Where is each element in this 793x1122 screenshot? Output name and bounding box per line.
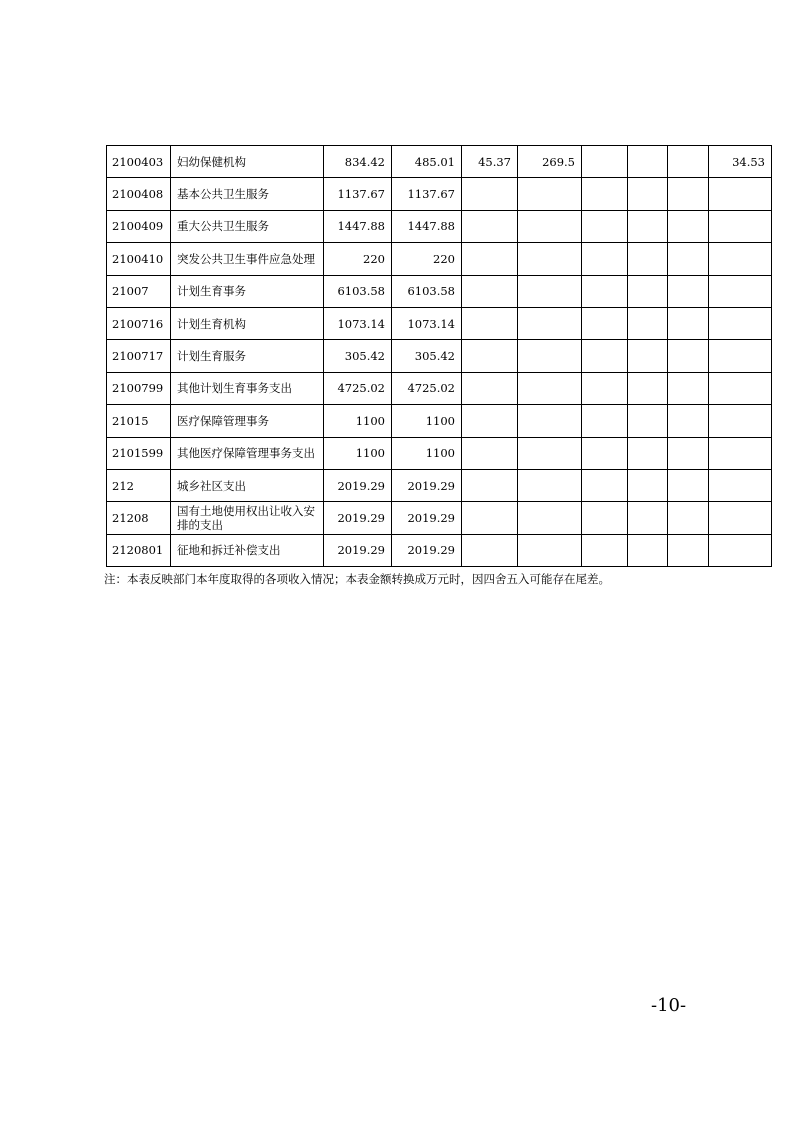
cell-code: 21208 [107,502,171,534]
page-number: -10- [651,995,687,1016]
cell-code: 21015 [107,405,171,437]
cell-col2: 2019.29 [392,469,462,501]
table-row [107,146,772,178]
cell-col3 [462,437,518,469]
cell-col7 [668,210,709,242]
cell-col2: 305.42 [392,340,462,372]
cell-col8 [709,405,772,437]
cell-code: 2100409 [107,210,171,242]
cell-col3 [462,372,518,404]
cell-col3 [462,469,518,501]
cell-col5 [582,372,628,404]
cell-col6 [628,275,668,307]
table-body [107,146,772,567]
cell-code: 212 [107,469,171,501]
cell-col3 [462,178,518,210]
cell-col4 [518,437,582,469]
cell-name: 征地和拆迁补偿支出 [171,534,324,566]
cell-col8 [709,210,772,242]
cell-col2: 6103.58 [392,275,462,307]
cell-name: 医疗保障管理事务 [171,405,324,437]
cell-col2: 1100 [392,437,462,469]
table-note: 注：本表反映部门本年度取得的各项收入情况；本表金额转换成万元时，因四舍五入可能存在尾差。 [104,572,610,586]
cell-col8: 34.53 [709,146,772,178]
cell-code: 2101599 [107,437,171,469]
cell-name: 计划生育服务 [171,340,324,372]
cell-col2: 1073.14 [392,307,462,339]
cell-name: 计划生育事务 [171,275,324,307]
cell-col8 [709,178,772,210]
cell-col3 [462,405,518,437]
cell-total: 1447.88 [324,210,392,242]
income-table [106,145,772,567]
cell-col2: 1447.88 [392,210,462,242]
cell-name: 其他医疗保障管理事务支出 [171,437,324,469]
cell-name: 重大公共卫生服务 [171,210,324,242]
cell-col7 [668,372,709,404]
cell-total: 1100 [324,437,392,469]
cell-name: 其他计划生育事务支出 [171,372,324,404]
table-row [107,437,772,469]
cell-col4 [518,340,582,372]
cell-total: 2019.29 [324,502,392,534]
cell-col8 [709,340,772,372]
cell-col3 [462,307,518,339]
cell-col5 [582,146,628,178]
cell-col6 [628,502,668,534]
cell-name: 国有土地使用权出让收入安排的支出 [171,502,324,534]
cell-col6 [628,534,668,566]
cell-col2: 485.01 [392,146,462,178]
table-row [107,534,772,566]
cell-col7 [668,502,709,534]
table-row [107,210,772,242]
table-row [107,405,772,437]
cell-col3 [462,340,518,372]
cell-col2: 4725.02 [392,372,462,404]
cell-col6 [628,340,668,372]
cell-col8 [709,275,772,307]
cell-col3 [462,243,518,275]
cell-col4 [518,210,582,242]
cell-col7 [668,307,709,339]
cell-col7 [668,178,709,210]
cell-col5 [582,534,628,566]
cell-col3 [462,210,518,242]
cell-code: 21007 [107,275,171,307]
cell-col6 [628,210,668,242]
cell-name: 基本公共卫生服务 [171,178,324,210]
cell-col4 [518,275,582,307]
cell-col5 [582,437,628,469]
cell-col6 [628,405,668,437]
cell-code: 2100717 [107,340,171,372]
cell-code: 2120801 [107,534,171,566]
cell-col2: 1100 [392,405,462,437]
cell-col7 [668,437,709,469]
cell-col7 [668,146,709,178]
table-row [107,243,772,275]
cell-col5 [582,502,628,534]
cell-total: 1100 [324,405,392,437]
cell-col5 [582,307,628,339]
cell-total: 834.42 [324,146,392,178]
cell-col2: 2019.29 [392,502,462,534]
cell-col5 [582,469,628,501]
cell-name: 城乡社区支出 [171,469,324,501]
cell-col7 [668,534,709,566]
cell-col7 [668,469,709,501]
cell-col8 [709,469,772,501]
cell-col8 [709,534,772,566]
cell-col5 [582,210,628,242]
cell-total: 220 [324,243,392,275]
cell-col2: 2019.29 [392,534,462,566]
cell-code: 2100410 [107,243,171,275]
table-row [107,340,772,372]
cell-col4 [518,178,582,210]
cell-total: 6103.58 [324,275,392,307]
cell-col5 [582,340,628,372]
table-row [107,307,772,339]
table-row [107,178,772,210]
cell-total: 2019.29 [324,534,392,566]
table-row [107,275,772,307]
cell-col5 [582,178,628,210]
cell-col3 [462,275,518,307]
cell-col7 [668,275,709,307]
cell-col6 [628,146,668,178]
cell-col8 [709,502,772,534]
cell-code: 2100716 [107,307,171,339]
cell-col6 [628,178,668,210]
cell-code: 2100403 [107,146,171,178]
cell-col2: 1137.67 [392,178,462,210]
cell-col7 [668,243,709,275]
cell-col6 [628,437,668,469]
cell-total: 305.42 [324,340,392,372]
cell-col3 [462,534,518,566]
cell-total: 4725.02 [324,372,392,404]
cell-col8 [709,307,772,339]
cell-col3: 45.37 [462,146,518,178]
cell-col8 [709,437,772,469]
cell-col8 [709,243,772,275]
cell-col5 [582,405,628,437]
cell-col4 [518,372,582,404]
cell-col4 [518,469,582,501]
cell-col7 [668,405,709,437]
cell-col2: 220 [392,243,462,275]
cell-col5 [582,275,628,307]
cell-col6 [628,307,668,339]
table-row [107,469,772,501]
table-row [107,502,772,534]
cell-col6 [628,469,668,501]
cell-col6 [628,372,668,404]
cell-col4 [518,534,582,566]
cell-col6 [628,243,668,275]
cell-code: 2100799 [107,372,171,404]
cell-col4: 269.5 [518,146,582,178]
cell-code: 2100408 [107,178,171,210]
cell-col4 [518,502,582,534]
cell-col4 [518,307,582,339]
cell-col4 [518,243,582,275]
cell-col3 [462,502,518,534]
cell-total: 2019.29 [324,469,392,501]
cell-name: 妇幼保健机构 [171,146,324,178]
table-row [107,372,772,404]
cell-name: 计划生育机构 [171,307,324,339]
cell-total: 1073.14 [324,307,392,339]
cell-col7 [668,340,709,372]
cell-col8 [709,372,772,404]
cell-col4 [518,405,582,437]
cell-name: 突发公共卫生事件应急处理 [171,243,324,275]
cell-col5 [582,243,628,275]
cell-total: 1137.67 [324,178,392,210]
